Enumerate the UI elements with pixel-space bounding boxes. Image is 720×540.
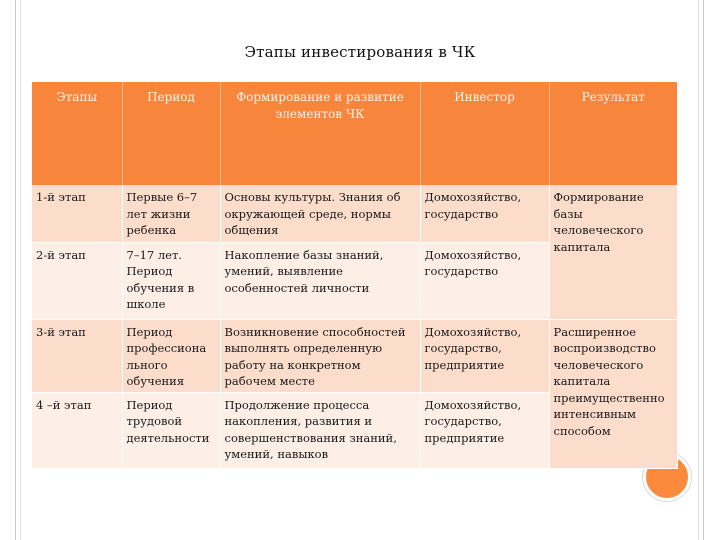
- cell-result: Формирование базы человеческого капитала: [549, 185, 677, 319]
- header-investor: Инвестор: [420, 82, 549, 185]
- cell-stage: 1-й этап: [32, 185, 122, 242]
- slide-title: Этапы инвестирования в ЧК: [244, 43, 476, 61]
- header-stages: Этапы: [32, 82, 122, 185]
- header-formation: Формирование и развитие элементов ЧК: [220, 82, 420, 185]
- cell-stage: 3-й этап: [32, 319, 122, 392]
- table-row: [32, 319, 677, 392]
- cell-formation: Продолжение процесса накопления, развития и совершенствования знаний, умений, навыков: [220, 392, 420, 468]
- slide-frame-left-inner-line: [20, 0, 21, 540]
- table-row: [32, 185, 677, 242]
- slide-frame-right-inner-line: [698, 0, 699, 540]
- header-result: Результат: [549, 82, 677, 185]
- cell-result: Расширенное воспроизводство человеческого капитала преимущественно интенсивным способом: [549, 319, 677, 468]
- table-header-row: [32, 82, 677, 185]
- slide-frame-right-line: [703, 0, 704, 540]
- cell-period: Первые 6–7 лет жизни ребенка: [122, 185, 220, 242]
- cell-formation: Возникновение способностей выполнять определенную работу на конкретном рабочем месте: [220, 319, 420, 392]
- cell-formation: Основы культуры. Знания об окружающей среде, нормы общения: [220, 185, 420, 242]
- slide-frame-left-line: [15, 0, 16, 540]
- cell-stage: 4 –й этап: [32, 392, 122, 468]
- cell-stage: 2-й этап: [32, 242, 122, 319]
- cell-period: Период профессиона льного обучения: [122, 319, 220, 392]
- cell-investor: Домохозяйство, государство: [420, 185, 549, 242]
- header-period: Период: [122, 82, 220, 185]
- cell-period: Период трудовой деятельности: [122, 392, 220, 468]
- cell-investor: Домохозяйство, государство: [420, 242, 549, 319]
- cell-period: 7–17 лет. Период обучения в школе: [122, 242, 220, 319]
- cell-investor: Домохозяйство, государство, предприятие: [420, 319, 549, 392]
- cell-formation: Накопление базы знаний, умений, выявление особенностей личности: [220, 242, 420, 319]
- investment-stages-table: [32, 82, 678, 469]
- cell-investor: Домохозяйство, государство, предприятие: [420, 392, 549, 468]
